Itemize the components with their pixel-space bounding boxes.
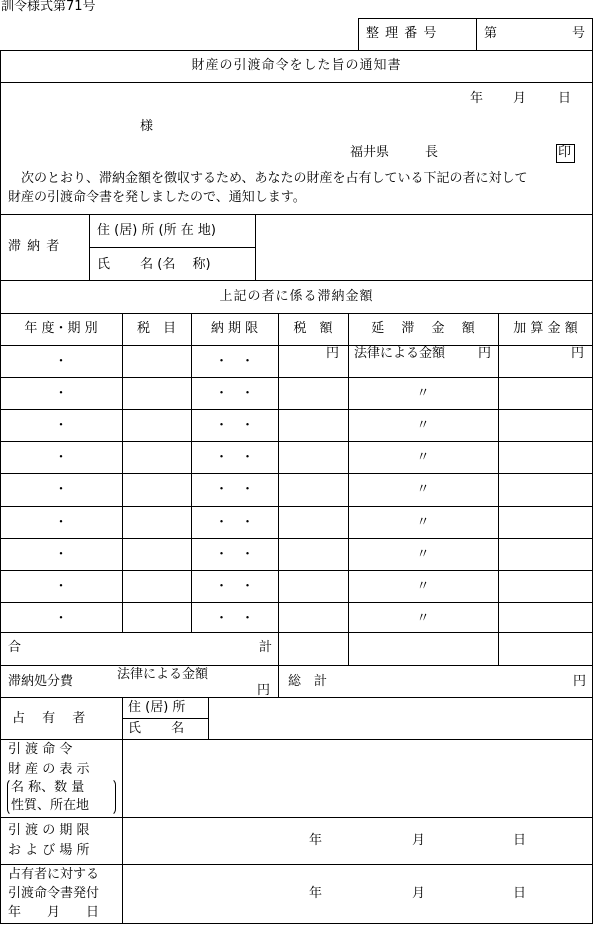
body-line-1: 次のとおり、滞納金額を徴収するため、あなたの財産を占有している下記の者に対して <box>8 171 528 186</box>
fee-houritsu: 法律による金額 <box>117 667 209 682</box>
row-delay-ditto: 〃 <box>416 515 430 530</box>
date-month: 月 <box>513 91 527 106</box>
occupant-name-label: 氏 名 <box>128 721 185 736</box>
row-period-dot: ・ <box>54 386 68 401</box>
row-due-dots: ・ ・ <box>214 515 254 530</box>
row-due-dots: ・ ・ <box>214 354 254 369</box>
row-period-dot: ・ <box>54 515 68 530</box>
row-due-dots: ・ ・ <box>214 386 254 401</box>
form-label: 訓令様式第71号 <box>1 0 96 14</box>
taxpayer-label: 滞 納 者 <box>8 239 61 254</box>
row-delay-yen: 円 <box>478 346 492 361</box>
property-line-3: 名 称、数 量 <box>11 780 85 795</box>
row-due-dots: ・ ・ <box>214 418 254 433</box>
col-delay: 延 滞 金 額 <box>371 321 475 336</box>
row-tax-yen: 円 <box>326 346 340 361</box>
body-line-2: 財産の引渡命令書を発しましたので、通知します。 <box>8 190 306 205</box>
row-delay-ditto: 〃 <box>416 547 430 562</box>
col-tax: 税 額 <box>293 321 333 336</box>
order-month: 月 <box>412 886 426 901</box>
col-due: 納 期 限 <box>210 321 259 336</box>
row-delay-ditto: 〃 <box>416 450 430 465</box>
delivery-year: 年 <box>309 833 323 848</box>
date-day: 日 <box>558 91 572 106</box>
row-divider <box>0 538 593 539</box>
row-divider <box>0 602 593 603</box>
issuer-prefecture: 福井県 <box>350 145 390 160</box>
col-item: 税 目 <box>136 321 176 336</box>
seiri-bango-label: 整 理 番 号 <box>366 26 438 41</box>
property-line-1: 引 渡 命 令 <box>8 742 73 757</box>
soukei-yen: 円 <box>573 674 587 689</box>
order-year: 年 <box>309 886 323 901</box>
dai-label: 第 <box>484 26 498 41</box>
order-line-2: 引渡命令書発付 <box>8 886 100 901</box>
row-divider <box>0 377 593 378</box>
row-due-dots: ・ ・ <box>214 547 254 562</box>
row-delay-ditto: 〃 <box>416 418 430 433</box>
delivery-line-1: 引 渡 の 期 限 <box>8 823 90 838</box>
document-title: 財産の引渡命令をした旨の通知書 <box>191 58 402 73</box>
row-due-dots: ・ ・ <box>214 482 254 497</box>
row-period-dot: ・ <box>54 547 68 562</box>
total-go: 合 <box>8 640 22 655</box>
total-kei: 計 <box>259 640 273 655</box>
order-line-1: 占有者に対する <box>8 867 100 882</box>
go-label: 号 <box>572 26 586 41</box>
row-divider <box>0 506 593 507</box>
row-period-dot: ・ <box>54 450 68 465</box>
row-due-dots: ・ ・ <box>214 611 254 626</box>
property-brackets <box>7 778 116 816</box>
fee-yen: 円 <box>257 683 271 698</box>
row-period-dot: ・ <box>54 418 68 433</box>
taxpayer-address-label: 住 (居) 所 (所 在 地) <box>97 223 216 238</box>
sama-label: 様 <box>140 119 154 134</box>
row-added-yen: 円 <box>571 346 585 361</box>
occupant-address-label: 住 (居) 所 <box>128 700 186 715</box>
issuer-cho: 長 <box>425 145 439 160</box>
property-line-2: 財 産 の 表 示 <box>8 762 90 777</box>
arrears-title: 上記の者に係る滞納金額 <box>219 289 374 304</box>
delivery-line-2: お よ び 場 所 <box>8 843 90 858</box>
row-period-dot: ・ <box>54 354 68 369</box>
row-delay-ditto: 〃 <box>416 482 430 497</box>
order-line-3: 年 月 日 <box>8 905 100 920</box>
row-delay-ditto: 〃 <box>416 386 430 401</box>
property-line-4: 性質、所在地 <box>11 798 90 813</box>
col-added: 加 算 金 額 <box>513 321 578 336</box>
row-divider <box>0 473 593 474</box>
row-period-dot: ・ <box>54 579 68 594</box>
row-period-dot: ・ <box>54 482 68 497</box>
row-delay-ditto: 〃 <box>416 611 430 626</box>
fee-label: 滞納処分費 <box>8 674 74 689</box>
row-period-dot: ・ <box>54 611 68 626</box>
order-day: 日 <box>513 886 527 901</box>
row-delay-houritsu: 法律による金額 <box>354 346 446 361</box>
row-due-dots: ・ ・ <box>214 450 254 465</box>
row-divider <box>0 441 593 442</box>
col-period: 年 度・期 別 <box>24 321 98 336</box>
row-divider <box>0 570 593 571</box>
delivery-month: 月 <box>412 833 426 848</box>
row-divider <box>0 409 593 410</box>
row-delay-ditto: 〃 <box>416 579 430 594</box>
soukei-label: 総 計 <box>288 674 328 689</box>
seal-label: 印 <box>558 145 572 160</box>
taxpayer-name-label: 氏 名 (名 称) <box>97 257 211 272</box>
date-year: 年 <box>470 91 484 106</box>
occupant-label: 占 有 者 <box>12 711 86 726</box>
row-due-dots: ・ ・ <box>214 579 254 594</box>
delivery-day: 日 <box>513 833 527 848</box>
